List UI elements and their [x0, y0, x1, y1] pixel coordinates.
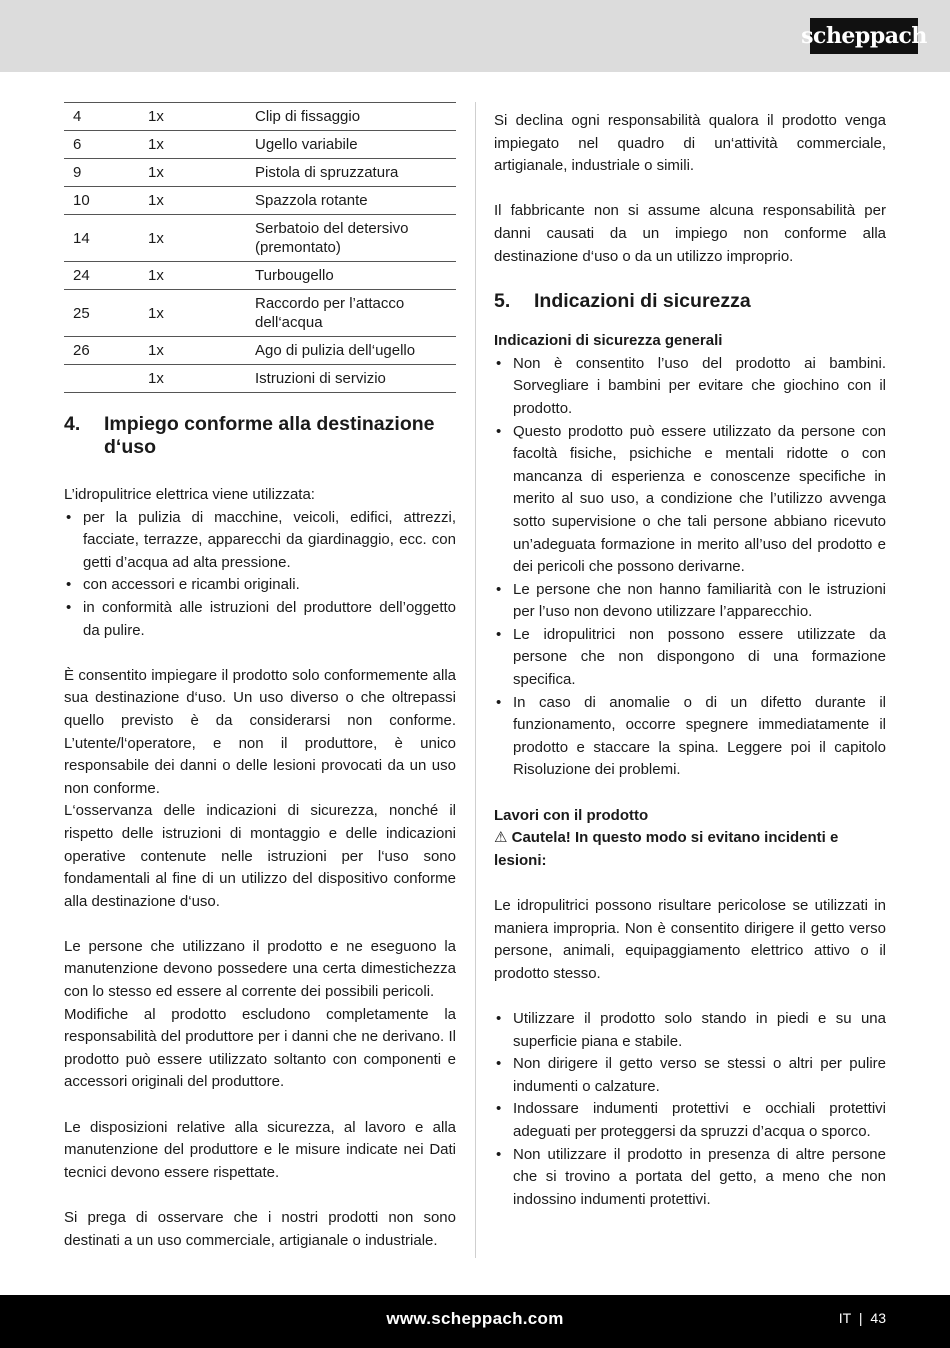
part-qty: 1x	[148, 229, 164, 247]
work-heading: Lavori con il prodotto	[494, 806, 649, 824]
paragraph: Si declina ogni responsabilità qualora il prodotto venga impiegato nel quadro di un‘attività commerciale, artigianale, industriale o simili.	[494, 112, 886, 175]
table-row	[64, 131, 456, 159]
warning-icon: ⚠	[494, 829, 508, 847]
list-item: • In caso di anomalie o di un difetto durante il funzionamento, occorre spegnere immediatamente il prodotto e staccare la spina. Leggere poi il capitolo Risoluzione dei problemi.	[494, 692, 886, 782]
left-column	[64, 102, 456, 1252]
section-4-heading	[64, 413, 456, 459]
list-item: • Non dirigere il getto verso se stessi o altri per pulire indumenti o calzature.	[494, 1053, 886, 1098]
list-item: • Indossare indumenti protettivi e occhiali protettivi adeguati per proteggersi da spruzzi d’acqua o sporco.	[494, 1098, 886, 1143]
website-link[interactable]: www.scheppach.com	[386, 1309, 564, 1328]
part-number: 14	[73, 229, 90, 247]
table-row	[64, 215, 456, 262]
paragraph: Le disposizioni relative alla sicurezza, al lavoro e alla manutenzione del produttore e le misure indicate nei Dati tecnici devono essere rispettate.	[64, 1118, 456, 1181]
list-item: • Non utilizzare il prodotto in presenza di altre persone che si trovino a portata del getto, a meno che non indossino indumenti protettivi.	[494, 1144, 886, 1212]
part-qty: 1x	[148, 267, 164, 284]
right-column	[494, 110, 886, 1211]
table-row	[64, 159, 456, 187]
part-number: 24	[73, 267, 90, 284]
part-desc: Serbatoio del detersivo (premontato)	[255, 220, 409, 256]
list-item: • Le persone che non hanno familiarità con le istruzioni per l’uso non devono utilizzare l’apparecchio.	[494, 579, 886, 624]
part-desc: Ugello variabile	[255, 136, 358, 153]
part-qty: 1x	[148, 192, 164, 209]
paragraph: Le idropulitrici possono risultare pericolose se utilizzati in maniera impropria. Non è consentito dirigere il getto verso persone, animali, equipaggiamento elettrico attivo o il prodotto stesso.	[494, 897, 886, 982]
list-item: • in conformità alle istruzioni del produttore dell’oggetto da pulire.	[64, 597, 456, 642]
paragraph: L‘osservanza delle indicazioni di sicurezza, nonché il rispetto delle istruzioni di montaggio e delle indicazioni operative contenute nelle istruzioni per l‘uso sono fondamentali al fine di un utilizzo del dispositivo conforme alla destinazione d‘uso.	[64, 802, 456, 910]
usage-list	[64, 507, 456, 643]
paragraph: Le persone che utilizzano il prodotto e ne eseguono la manutenzione devono possedere una certa dimestichezza con lo stesso ed essere al corrente dei possibili pericoli.	[64, 937, 456, 1001]
scheppach-logo: scheppach	[810, 18, 918, 54]
part-desc: Istruzioni di servizio	[255, 370, 386, 387]
part-number: 26	[73, 342, 90, 359]
part-number: 6	[73, 136, 82, 153]
part-qty: 1x	[148, 136, 164, 153]
table-row	[64, 187, 456, 215]
work-safety-list	[494, 1008, 886, 1211]
page-indicator: IT | 43	[838, 1310, 886, 1326]
paragraph: Si prega di osservare che i nostri prodotti non sono destinati a un uso commerciale, artigianale o industriale.	[64, 1209, 456, 1249]
part-number: 4	[73, 108, 82, 125]
section-title: Indicazioni di sicurezza	[534, 290, 751, 313]
paragraph: È consentito impiegare il prodotto solo conformemente alla sua destinazione d‘uso. Un uso diverso o che oltrepassi quello previsto è da considerarsi non conforme. L’utente/l‘operatore, e non il produttore, è unico responsabile dei danni o delle lesioni provocati da un uso non conforme.	[64, 666, 456, 797]
list-item: • Questo prodotto può essere utilizzato da persone con facoltà fisiche, psichiche e mentali ridotte o con mancanza di esperienza e conoscenze specifiche in merito al suo uso, a condizione che l’utilizzo avvenga sotto supervisione o che tali persone abbiano ricevuto un’adeguata formazione in merito all’uso del prodotto e dei pericoli che possono derivarne.	[494, 421, 886, 579]
table-row	[64, 337, 456, 365]
part-number: 25	[73, 304, 90, 322]
part-desc: Turbougello	[255, 267, 334, 284]
part-desc: Pistola di spruzzatura	[255, 164, 399, 181]
table-row	[64, 365, 456, 393]
section-5-heading	[494, 290, 886, 313]
warning-line	[494, 827, 886, 872]
part-desc: Spazzola rotante	[255, 192, 368, 209]
warning-text: Cautela! In questo modo si evitano incidenti e lesioni:	[494, 829, 839, 869]
general-safety-list	[494, 353, 886, 782]
part-desc: Ago di pulizia dell‘ugello	[255, 342, 416, 359]
column-divider	[475, 102, 476, 1258]
part-desc: Clip di fissaggio	[255, 108, 361, 125]
list-item: • con accessori e ricambi originali.	[64, 574, 456, 597]
list-item: • per la pulizia di macchine, veicoli, edifici, attrezzi, facciate, terrazze, apparecchi da giardinaggio, ecc. con getti d’acqua ad alta pressione.	[64, 507, 456, 575]
table-row	[64, 262, 456, 290]
paragraph: Modifiche al prodotto escludono completamente la responsabilità del produttore per i danni che ne derivano. Il prodotto può essere utilizzato soltanto con componenti e accessori originali del produttore.	[64, 1005, 456, 1091]
list-item: • Le idropulitrici non possono essere utilizzate da persone che non dispongono di una formazione specifica.	[494, 624, 886, 692]
language-code: IT	[838, 1310, 851, 1326]
parts-table	[64, 102, 456, 393]
section-number: 5.	[494, 290, 511, 313]
list-item: • Non è consentito l’uso del prodotto ai bambini. Sorvegliare i bambini per evitare che giochino con il prodotto.	[494, 353, 886, 421]
part-qty: 1x	[148, 108, 164, 125]
list-item: • Utilizzare il prodotto solo stando in piedi e su una superficie piana e stabile.	[494, 1008, 886, 1053]
header-bar	[0, 0, 950, 72]
part-qty: 1x	[148, 164, 164, 181]
section-title: Impiego conforme alla destinazione d‘uso	[104, 413, 435, 458]
footer-bar	[0, 1295, 950, 1348]
part-number: 10	[73, 192, 90, 209]
general-safety-heading: Indicazioni di sicurezza generali	[494, 332, 723, 350]
section-number: 4.	[64, 413, 81, 435]
part-number	[64, 365, 148, 393]
table-row	[64, 290, 456, 337]
part-qty: 1x	[148, 342, 164, 359]
table-row	[64, 103, 456, 131]
part-number: 9	[73, 164, 82, 181]
part-qty: 1x	[148, 370, 164, 387]
part-qty: 1x	[148, 304, 164, 322]
page-number: 43	[870, 1310, 886, 1326]
intro-text: L’idropulitrice elettrica viene utilizzata:	[64, 486, 315, 503]
paragraph: Il fabbricante non si assume alcuna responsabilità per danni causati da un impiego non conforme alla destinazione d‘uso o da un utilizzo improprio.	[494, 202, 886, 265]
part-desc: Raccordo per l’attacco dell‘acqua	[255, 295, 405, 331]
